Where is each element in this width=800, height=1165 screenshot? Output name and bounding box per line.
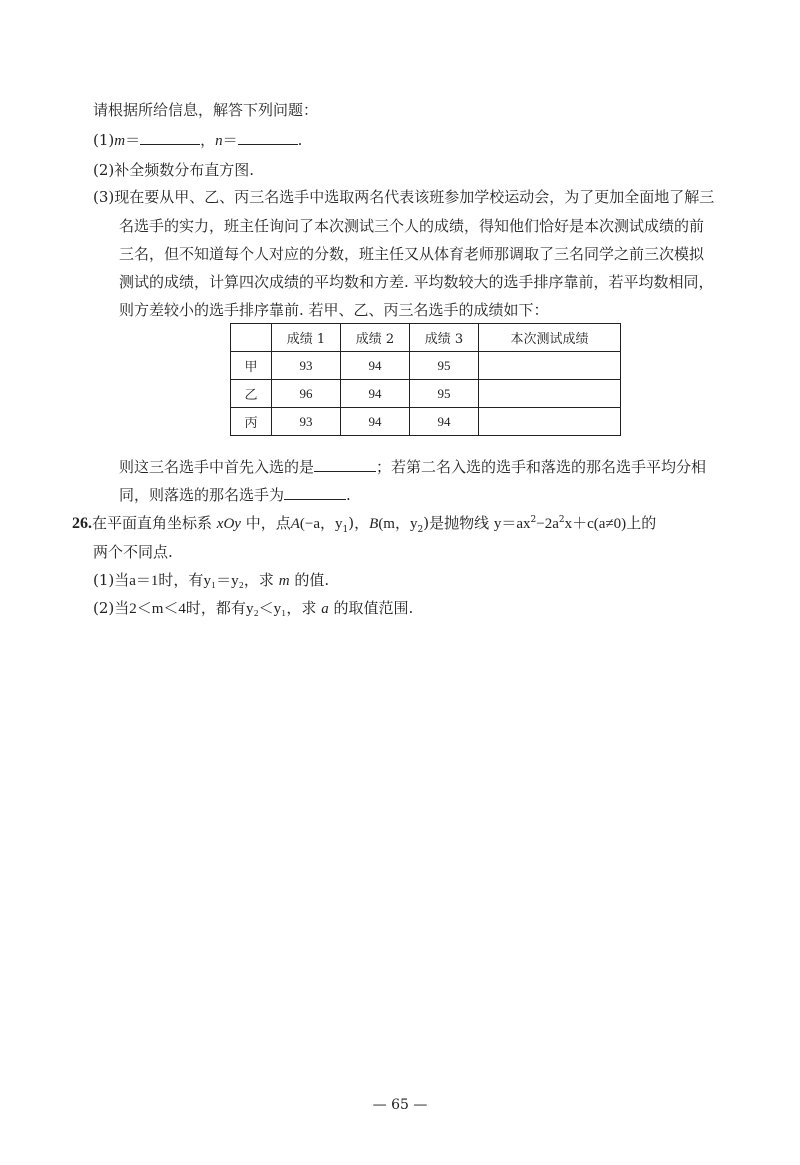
table-cell: 94 <box>341 352 410 380</box>
table-cell: 93 <box>272 352 341 380</box>
question-number: 26. <box>72 515 92 532</box>
page-number: — 65 — <box>372 1097 428 1113</box>
table-cell: 丙 <box>231 408 272 436</box>
table-cell: 94 <box>341 408 410 436</box>
table-cell: 95 <box>410 352 479 380</box>
answer-blank-first-selected[interactable] <box>314 457 376 472</box>
table-cell: 93 <box>272 408 341 436</box>
table-cell: 94 <box>341 380 410 408</box>
q26-part2: (2)当2＜m＜4时，都有y₂＜y₁，求 a 的取值范围. <box>93 599 414 617</box>
table-header-cell: 本次测试成绩 <box>479 324 621 352</box>
table-header-cell <box>231 324 272 352</box>
q25-part3-line: 测试的成绩，计算四次成绩的平均数和方差. 平均数较大的选手排序靠前，若平均数相同， <box>119 273 714 291</box>
table-header-row <box>231 324 621 352</box>
table-header-cell: 成绩 3 <box>410 324 479 352</box>
answer-blank-eliminated[interactable] <box>284 485 346 500</box>
table-header-cell: 成绩 2 <box>341 324 410 352</box>
table-cell-empty[interactable] <box>479 352 621 380</box>
q25-after-table-line1: 则这三名选手中首先入选的是 ；若第二名入选的选手和落选的那名选手平均分相 <box>119 458 707 476</box>
q25-part3-line: (3)现在要从甲、乙、丙三名选手中选取两名代表该班参加学校运动会，为了更加全面地了解三 <box>93 188 715 206</box>
table-cell: 95 <box>410 380 479 408</box>
table-row <box>231 408 621 436</box>
table-header-cell: 成绩 1 <box>272 324 341 352</box>
q25-part3-line: 名选手的实力，班主任询问了本次测试三个人的成绩，得知他们恰好是本次测试成绩的前 <box>119 217 705 235</box>
q25-part2: (2)补全频数分布直方图. <box>93 161 255 179</box>
table-row <box>231 380 621 408</box>
q26-line2: 两个不同点. <box>93 543 173 561</box>
q25-part3-line: 三名，但不知道每个人对应的分数，班主任又从体育老师那调取了三名同学之前三次模拟 <box>119 245 705 263</box>
q25-part1: (1)m＝ ，n＝ . <box>93 131 303 149</box>
answer-blank-m[interactable] <box>140 130 200 145</box>
table-cell: 94 <box>410 408 479 436</box>
q25-after-table-line2: 同，则落选的那名选手为 . <box>119 486 351 504</box>
table-cell-empty[interactable] <box>479 408 621 436</box>
table-cell: 甲 <box>231 352 272 380</box>
scores-table <box>230 323 621 436</box>
table-cell: 96 <box>272 380 341 408</box>
q26-line1: 26.在平面直角坐标系 xOy 中，点A(−a，$y_1$)，B(m，$y_2$)是抛物线 $y=ax^2-2a^2x+c(a\ne 0)$上的 <box>72 514 657 535</box>
q26-part1: (1)当a＝1时，有y₁＝y₂，求 m 的值. <box>93 571 330 589</box>
table-cell-empty[interactable] <box>479 380 621 408</box>
table-cell: 乙 <box>231 380 272 408</box>
table-row <box>231 352 621 380</box>
answer-blank-n[interactable] <box>238 130 298 145</box>
intro-text: 请根据所给信息，解答下列问题： <box>93 101 319 119</box>
q25-part3-line: 则方差较小的选手排序靠前. 若甲、乙、丙三名选手的成绩如下： <box>119 301 549 319</box>
